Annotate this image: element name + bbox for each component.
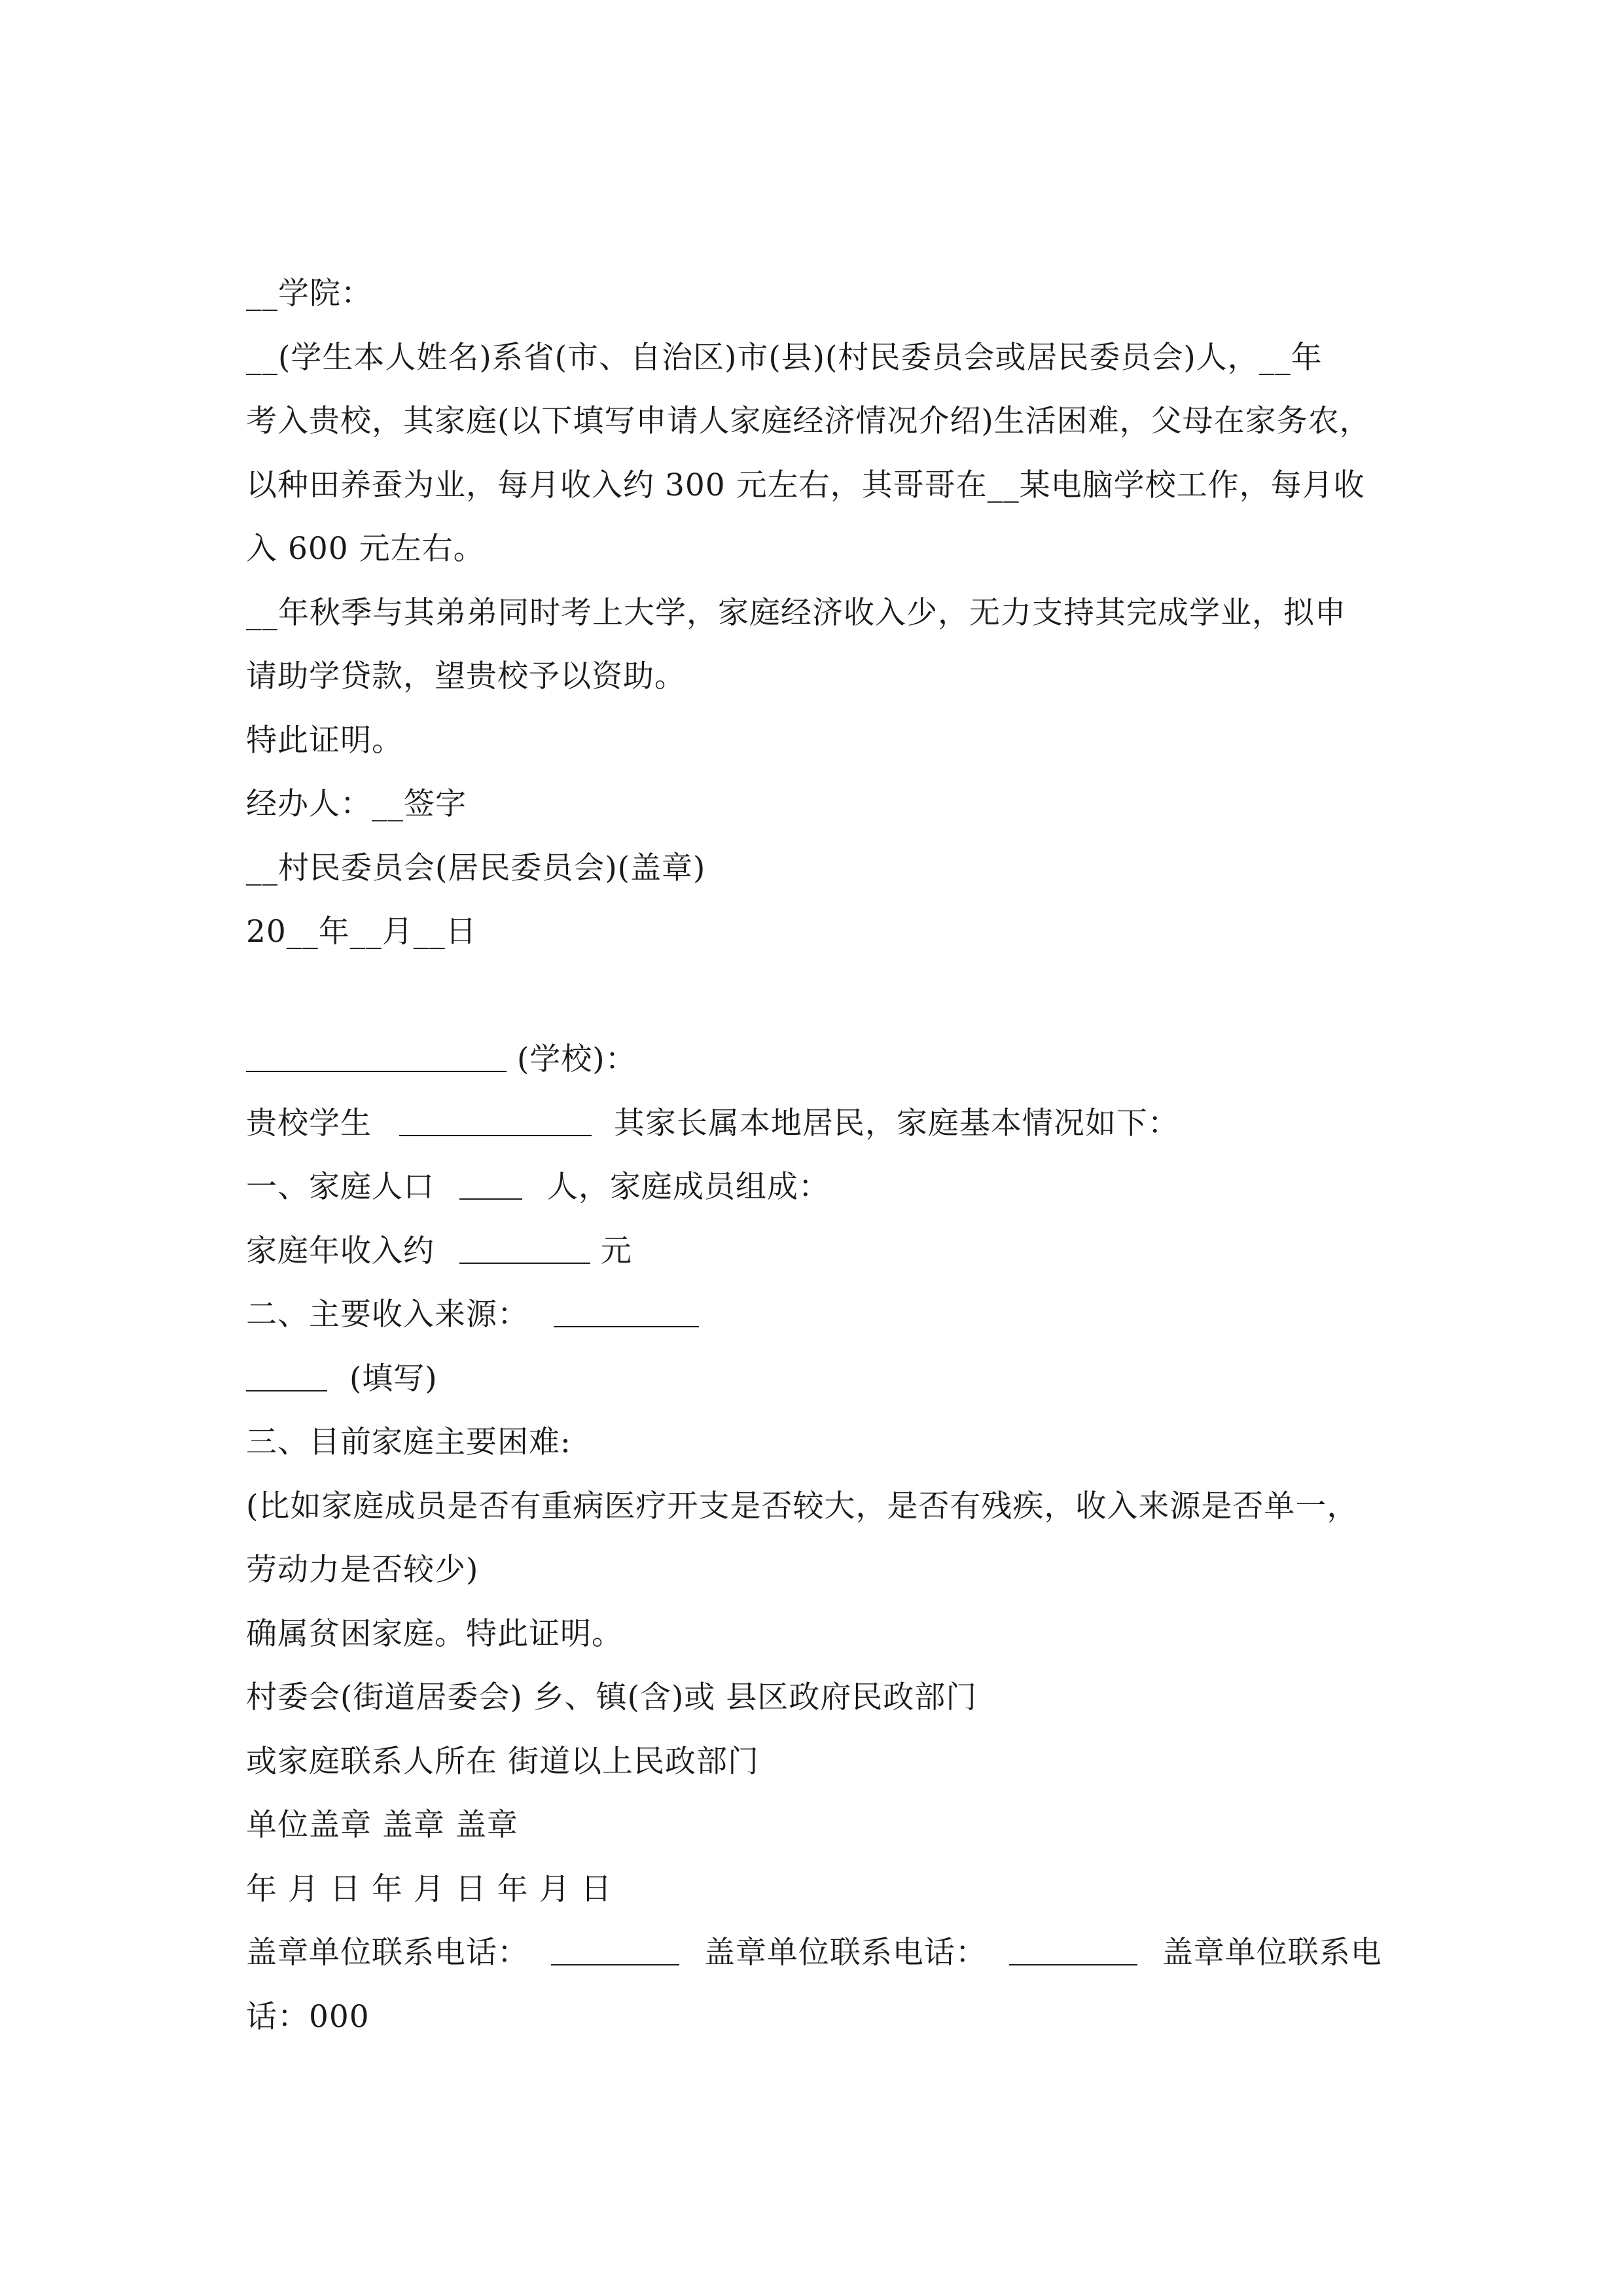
student-prefix: 贵校学生 [246,1105,372,1141]
text-line: 以种田养蚕为业，每月收入约 300 元左右，其哥哥在__某电脑学校工作，每月收 [246,467,1365,503]
text-line: 考入贵校，其家庭(以下填写申请人家庭经济情况介绍)生活困难，父母在家务农， [246,403,1371,439]
text-line: 入 600 元左右。 [246,531,485,567]
income-source-line [246,1283,1398,1347]
phone-blank [551,1939,679,1965]
population-line [246,1155,1398,1219]
section-gap [246,964,1398,1028]
school-suffix: (学校)： [516,1041,637,1077]
income-line [246,1219,1398,1283]
text-line: 特此证明。 [246,722,403,759]
phone-label: 盖章单位联系电话： [246,1935,529,1971]
fill-suffix: (填写) [349,1360,438,1397]
text-line: 确属贫困家庭。特此证明。 [246,1615,623,1652]
certificate-section [246,262,1398,964]
text-line: 经办人：__签字 [246,786,467,822]
phone-line [246,1921,1398,1985]
income-source-blank [554,1301,699,1327]
text-line: 请助学贷款，望贵校予以资助。 [246,658,686,694]
phone-label: 盖章单位联系电 [1162,1935,1382,1971]
text-line: 单位盖章 盖章 盖章 [246,1807,518,1843]
text-line: __学院： [246,276,372,312]
text-line: 三、目前家庭主要困难: [246,1424,571,1460]
population-prefix: 一、家庭人口 [246,1169,435,1205]
text-line: 村委会(街道居委会) 乡、镇(含)或 县区政府民政部门 [246,1679,978,1715]
text-line: 20__年__月__日 [246,914,477,950]
population-blank [459,1174,522,1200]
text-line: 话：000 [246,1998,370,2035]
text-line: 或家庭联系人所在 街道以上民政部门 [246,1743,759,1780]
student-suffix: 其家长属本地居民，家庭基本情况如下： [613,1105,1179,1141]
family-form-section [246,1028,1398,2049]
text-line: 年 月 日 年 月 日 年 月 日 [246,1871,613,1907]
document-page [246,262,1398,2049]
income-prefix: 家庭年收入约 [246,1232,435,1269]
population-suffix: 人，家庭成员组成： [546,1169,830,1205]
student-name-blank [399,1110,592,1136]
source-prefix: 二、主要收入来源： [246,1297,529,1333]
student-line [246,1092,1398,1156]
income-blank [459,1238,590,1264]
school-line [246,1028,1398,1092]
text-line: 劳动力是否较少) [246,1552,479,1588]
income-suffix: 元 [600,1232,632,1269]
fill-line [246,1347,1398,1411]
school-blank [246,1046,507,1072]
phone-blank [1009,1939,1137,1965]
fill-blank [246,1365,327,1391]
text-line: __(学生本人姓名)系省(市、自治区)市(县)(村民委员会或居民委员会)人，__年 [246,339,1323,376]
text-line: __村民委员会(居民委员会)(盖章) [246,850,706,886]
text-line: (比如家庭成员是否有重病医疗开支是否较大，是否有残疾，收入来源是否单一， [246,1488,1359,1524]
phone-label: 盖章单位联系电话： [704,1935,987,1971]
text-line: __年秋季与其弟弟同时考上大学，家庭经济收入少，无力支持其完成学业，拟申 [246,594,1346,631]
